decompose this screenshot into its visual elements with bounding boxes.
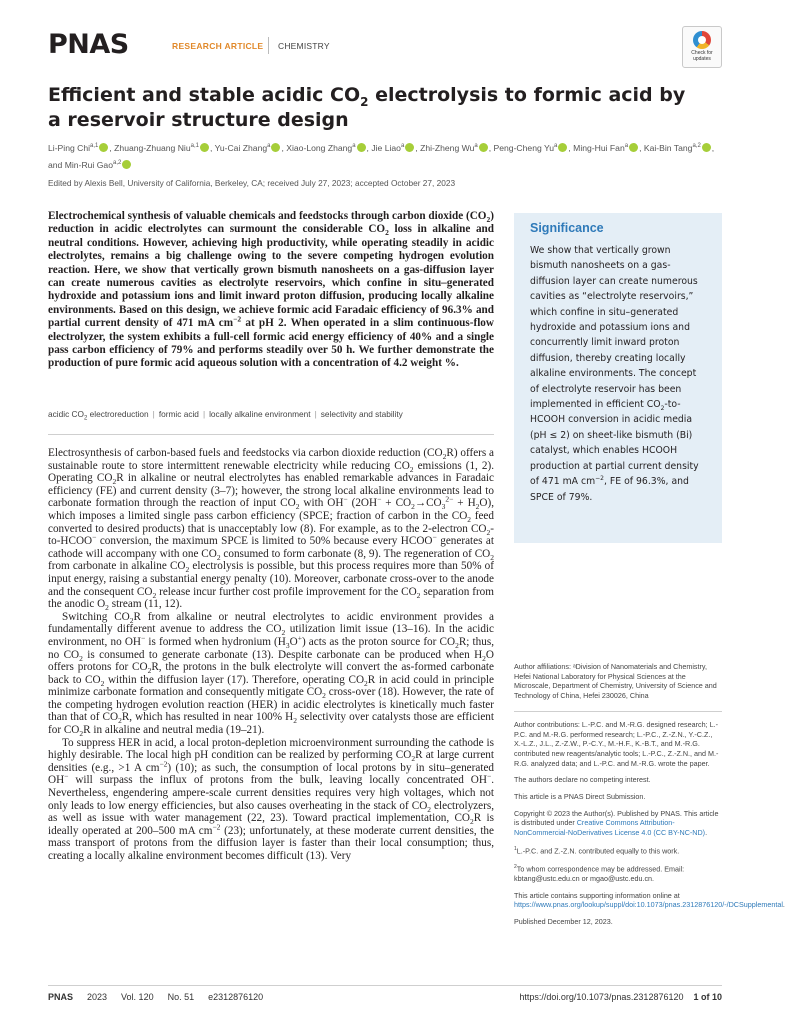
section-label: CHEMISTRY [278,41,330,51]
journal-logo[interactable]: PNAS [48,29,129,60]
article-notes [514,662,785,934]
keyword-separator: | [202,409,206,419]
keyword[interactable]: locally alkaline environment [209,409,311,419]
competing-interest: The authors declare no competing interest. [514,775,651,785]
author-affiliation-mark: a,1 [90,143,99,149]
footer-journal: PNAS [48,992,74,1002]
author-affiliation-mark: a,2 [112,159,122,166]
article-type-label: RESEARCH ARTICLE [172,41,264,51]
keyword[interactable]: formic acid [158,409,199,419]
orcid-icon[interactable] [99,143,108,152]
footer-page-number: 1 of 10 [693,992,722,1002]
footer-doi-link[interactable]: https://doi.org/10.1073/pnas.2312876120 [519,992,684,1002]
author-list: Li-Ping Chi$^{a,1}$ , Zhuang-Zhuang Niu$^{a,1}$ , Yu-Cai Zhang$^a$ , Xiao-Long Zhang$^a$ , Jie Liao$^a$ , Zhi-Zheng Wu$^a$ , Peng-Cheng Yu$^a$ , Ming-Hui Fan$^a$ , Kai-Bin Tang$^{a,2}$ , and Min-Rui Gao$^{a,2}$ [48,142,715,170]
keyword[interactable]: selectivity and stability [320,409,403,419]
footer-article-id: e2312876120 [208,992,264,1002]
orcid-icon[interactable] [558,143,567,152]
author-affiliation-mark: a [352,143,356,149]
author-name[interactable]: Xiao-Long Zhang [286,142,353,153]
body-paragraph: Electrosynthesis of carbon-based fuels and feedstocks via carbon dioxide reduction $(CO_2R)$ offers a sustainable route to store intermittent renewable electricity while reducing $CO_2$ emissions (1, 2). Operating $CO_2R$ in alkaline or neutral electrolytes has enabled remarkable advances in Faradaic efficiency (FE) and current density (3–7); however, the strong local alkaline environments lead to carbonate formation through the reaction of input $CO_2$ with OH− $(2OH^- + CO_2\to CO_3^{2-} + H_2O)$, which imposes a limited single pass carbon efficiency (SPCE; fraction of carbon in the $CO_2$ feed converted to desired products) that is unacceptably low (8). For example, as to the 2-electron $CO_2-to-HCOO^-$ conversion, the maximum SPCE is limited to 50% because every HCOO− generates at cathode will accompany with one $CO_2$ consumed to form carbonate (8, 9). The regeneration of $CO_2$ from carbonate in alkaline $CO_2$ electrolysis is possible, but this process requires more than 50% of input energy, raising a substantial energy penalty (10). Moreover, carbonate cross-over to the anode and the consequent $CO_2$ release incur further cost profile improvement for the $CO_2$ separation from the anodic $O_2$ stream (11, 12). [48,447,495,613]
keyword-separator: | [152,409,155,419]
author-name[interactable]: Zhi-Zheng Wu [420,142,475,153]
orcid-icon[interactable] [122,160,131,169]
footer-year: 2023 [87,992,108,1002]
author-name[interactable]: Ming-Hui Fan [573,142,625,153]
author-affiliation-mark: a [624,143,629,149]
abstract: Electrochemical synthesis of valuable chemicals and feedstocks through carbon dioxide $(CO_2)$ reduction in acidic electrolytes can surmount the considerable $CO_2$ loss in alkaline and neutral conditions. However, achieving high productivity, while operating steadily in acidic electrolytes, remains a big challenge owing to the severe competing hydrogen evolution reaction. Here, we show that vertically grown bismuth nanosheets on a gas-diffusion layer can create numerous cavities as electrolyte reservoirs, which confine in situ–generated hydroxide and potassium ions and limit inward proton diffusion, producing locally alkaline environments. Based on this design, we achieve formic acid Faradaic efficiency of 96.3% and partial current density of 471 mA $cm^{-2}$ at pH 2. When operated in a slim continuous-flow electrolyzer, the system exhibits a full-cell formic acid energy efficiency of 40% and a single pass carbon efficiency of 79% and performs steadily over 50 h. We further demonstrate the production of pure formic acid aqueous solution with a concentration of 4.2 weight %. [48,210,494,370]
significance-text: We show that vertically grown bismuth nanosheets on a gas-diffusion layer can create numerous cavities as “electrolyte reservoirs,” which confine in situ–generated hydroxide and potassium ions and concurrently limit inward proton diffusion, thereby creating locally alkaline environments. The concept of electrolyte reservoir has been implemented in efficient $CO_2-to$-HCOOH conversion in acidic media (pH ≤ 2) on sheet-like bismuth (Bi) catalyst, which enables HCOOH production at partial current density of 471 mA $cm^{-2}$, FE of 96.3%, and SPCE of 79%. [530,245,699,503]
header-divider [268,37,269,54]
abstract-divider [48,434,494,435]
footer-number: No. 51 [167,992,195,1002]
author-name[interactable]: Li-Ping Chi [48,142,91,153]
supporting-info-note: This article contains supporting information online at https://www.pnas.org/lookup/suppl/doi:10.1073/pnas.2312876120/-/DCSupplemental. [514,890,785,910]
author-contributions: Author contributions: L.-P.C. and M.-R.G. designed research; L.-P.C. and M.-R.G. performed research; L.-P.C., Z.-Z.N., Y.-C.Z., X.-L.Z., J.L., Z.-Z.W., P.-C.Y., M.-H.F., K.-B.T., and M.-R.G. contributed new reagents/analytic tools; L.-P.C., Z.-Z.N., and M.-R.G. analyzed data; and L.-P.C. and M.-R.G. wrote the paper. [514,719,719,768]
keywords [48,409,403,422]
author-affiliations: Author affiliations: ᵃDivision of Nanomaterials and Chemistry, Hefei National Laboratory for Physical Sciences at the Microscale, Department of Chemistry, University of Science and Technology of China, Hefei 230026, China [514,662,717,701]
author-name[interactable]: Yu-Cai Zhang [214,142,268,153]
crossmark-icon [693,31,711,49]
orcid-icon[interactable] [629,143,638,152]
significance-title: Significance [530,221,604,235]
author-name[interactable]: Kai-Bin Tang [643,142,693,153]
keyword-separator: | [314,409,317,419]
footer-citation [48,992,277,1002]
supporting-info-link[interactable]: https://www.pnas.org/lookup/suppl/doi:10.1073/pnas.2312876120/-/DCSupplemental [514,900,783,910]
author-name[interactable]: Jie Liao [371,142,401,153]
orcid-icon[interactable] [479,143,488,152]
body-paragraph: To suppress HER in acid, a local proton-depletion microenvironment surrounding the cathode is highly desirable. The local high pH condition can be realized by performing $CO_2R$ at large current densities (e.g., >1 A $cm^{-2}$) (10); as such, the consumption of local protons by in situ–generated OH− will surpass the influx of protons from the bulk, leaving locally concentrated OH−. Nevertheless, engendering ampere-scale current densities requires very high voltages, which not only leads to low energy efficiencies, but also causes overheating in the stack of $CO_2$ electrolyzers, as well as issue with water management (22, 23). Toward practical implementation, $CO_2R$ is ideally operated at 200–500 mA $cm^{-2}$ (23); unfortunately, at these moderate current densities, the mass transport of protons from the diffusion layer is faster than their local consumption; thus, creating a locally alkaline environment becomes difficult (13). Very [48,736,494,862]
author-affiliation-mark: a [400,143,405,149]
significance-box [514,213,722,543]
author-affiliation-mark: a,1 [190,143,199,149]
author-affiliation-mark: a [474,143,478,149]
footer-volume: Vol. 120 [121,992,154,1002]
body-paragraph: Switching $CO_2R$ from alkaline or neutral electrolytes to acidic environment provides a fundamentally different avenue to address the $CO_2$ utilization limit issue (13–16). In the acidic environment, no OH− is formed when hydronium $(H_3O^+)$ acts as the proton source for $CO_2R$; thus, no $CO_2$ is consumed to generate carbonate (13). Despite carbonate can be produced when $H_2O$ offers protons for $CO_2R$, the protons in the bulk electrolyte will convert the as-formed carbonate back to $CO_2$ within the diffusion layer (17). Therefore, operating $CO_2R$ in acid could in principle minimize carbonate formation and consequently mitigate $CO_2$ cross-over (18). However, the rate of the competing hydrogen evolution reaction (HER) in acidic electrolytes is kinetically much faster than that of $CO_2R$, which has resulted in near 100% $H_2$ selectivity over catalysts those are efficient for $CO_2R$ in alkaline and neutral media (19–21). [48,610,495,739]
body-text [48,447,494,974]
notes-divider [514,711,722,712]
orcid-icon[interactable] [200,143,209,152]
orcid-icon[interactable] [271,143,280,152]
license-link[interactable]: Creative Commons Attribution-NonCommercial-NoDerivatives License 4.0 (CC BY-NC-ND) [514,818,706,838]
author-affiliation-mark: a,2 [692,143,701,149]
keyword[interactable]: acidic $CO_2$ electroreduction [48,409,149,422]
author-name[interactable]: Zhuang-Zhuang Niu [114,142,191,153]
check-for-updates-button[interactable] [682,26,722,68]
equal-contribution-note: $^1$L.-P.C. and Z.-Z.N. contributed equally to this work. [514,845,680,856]
article-title: Efficient and stable acidic $CO_2$ electrolysis to formic acid by a reservoir structure design [48,84,686,131]
footer-right [496,992,722,1002]
correspondence-note: $^2$To whom correspondence may be addressed. Email: kbtang@ustc.edu.cn or mgao@ustc.edu.cn. [514,863,685,884]
orcid-icon[interactable] [357,143,366,152]
orcid-icon[interactable] [702,143,711,152]
author-affiliation-mark: a [267,143,271,149]
copyright-note: Copyright © 2023 the Author(s). Published by PNAS. This article is distributed under Creative Commons Attribution-NonCommercial-NoDerivatives License 4.0 (CC BY-NC-ND). [514,808,719,838]
footer-divider [48,985,722,986]
editor-dates-line: Edited by Alexis Bell, University of California, Berkeley, CA; received July 27, 2023; accepted October 27, 2023 [48,178,456,188]
author-affiliation-mark: a [554,143,558,149]
check-for-updates-label: Check for updates [691,50,713,62]
orcid-icon[interactable] [405,143,414,152]
published-date: Published December 12, 2023. [514,917,613,927]
author-name[interactable]: Peng-Cheng Yu [493,142,555,153]
author-name[interactable]: Min-Rui Gao [64,159,113,170]
direct-submission-note: This article is a PNAS Direct Submission. [514,792,646,802]
